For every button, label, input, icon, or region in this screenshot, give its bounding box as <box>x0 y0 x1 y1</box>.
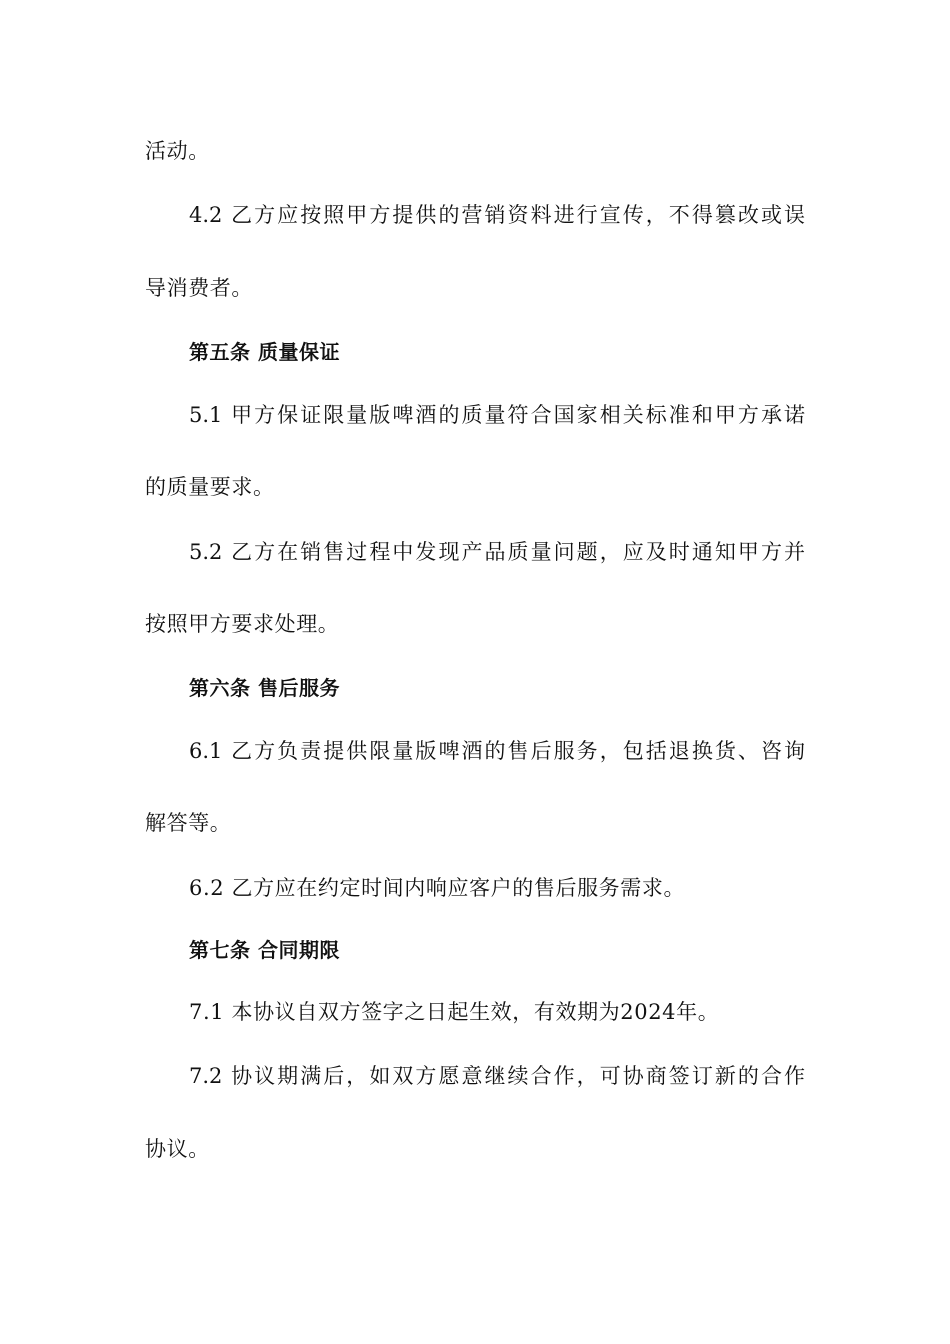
clause-4-2: 4.2 乙方应按照甲方提供的营销资料进行宣传，不得篡改或误 <box>189 203 805 227</box>
paragraph-continuation: 解答等。 <box>145 811 232 835</box>
clause-5-1: 5.1 甲方保证限量版啤酒的质量符合国家相关标准和甲方承诺 <box>189 403 805 427</box>
paragraph-continuation: 活动。 <box>145 139 210 163</box>
section-heading-6: 第六条 售后服务 <box>189 676 340 700</box>
clause-5-2: 5.2 乙方在销售过程中发现产品质量问题，应及时通知甲方并 <box>189 540 805 564</box>
clause-6-2: 6.2 乙方应在约定时间内响应客户的售后服务需求。 <box>189 876 686 900</box>
paragraph-continuation: 协议。 <box>145 1137 210 1161</box>
clause-7-2: 7.2 协议期满后，如双方愿意继续合作，可协商签订新的合作 <box>189 1064 805 1088</box>
clause-6-1: 6.1 乙方负责提供限量版啤酒的售后服务，包括退换货、咨询 <box>189 739 805 763</box>
paragraph-continuation: 导消费者。 <box>145 276 253 300</box>
clause-7-1: 7.1 本协议自双方签字之日起生效，有效期为2024年。 <box>189 1000 720 1024</box>
section-heading-7: 第七条 合同期限 <box>189 938 340 962</box>
paragraph-continuation: 按照甲方要求处理。 <box>145 612 340 636</box>
section-heading-5: 第五条 质量保证 <box>189 340 340 364</box>
paragraph-continuation: 的质量要求。 <box>145 475 275 499</box>
